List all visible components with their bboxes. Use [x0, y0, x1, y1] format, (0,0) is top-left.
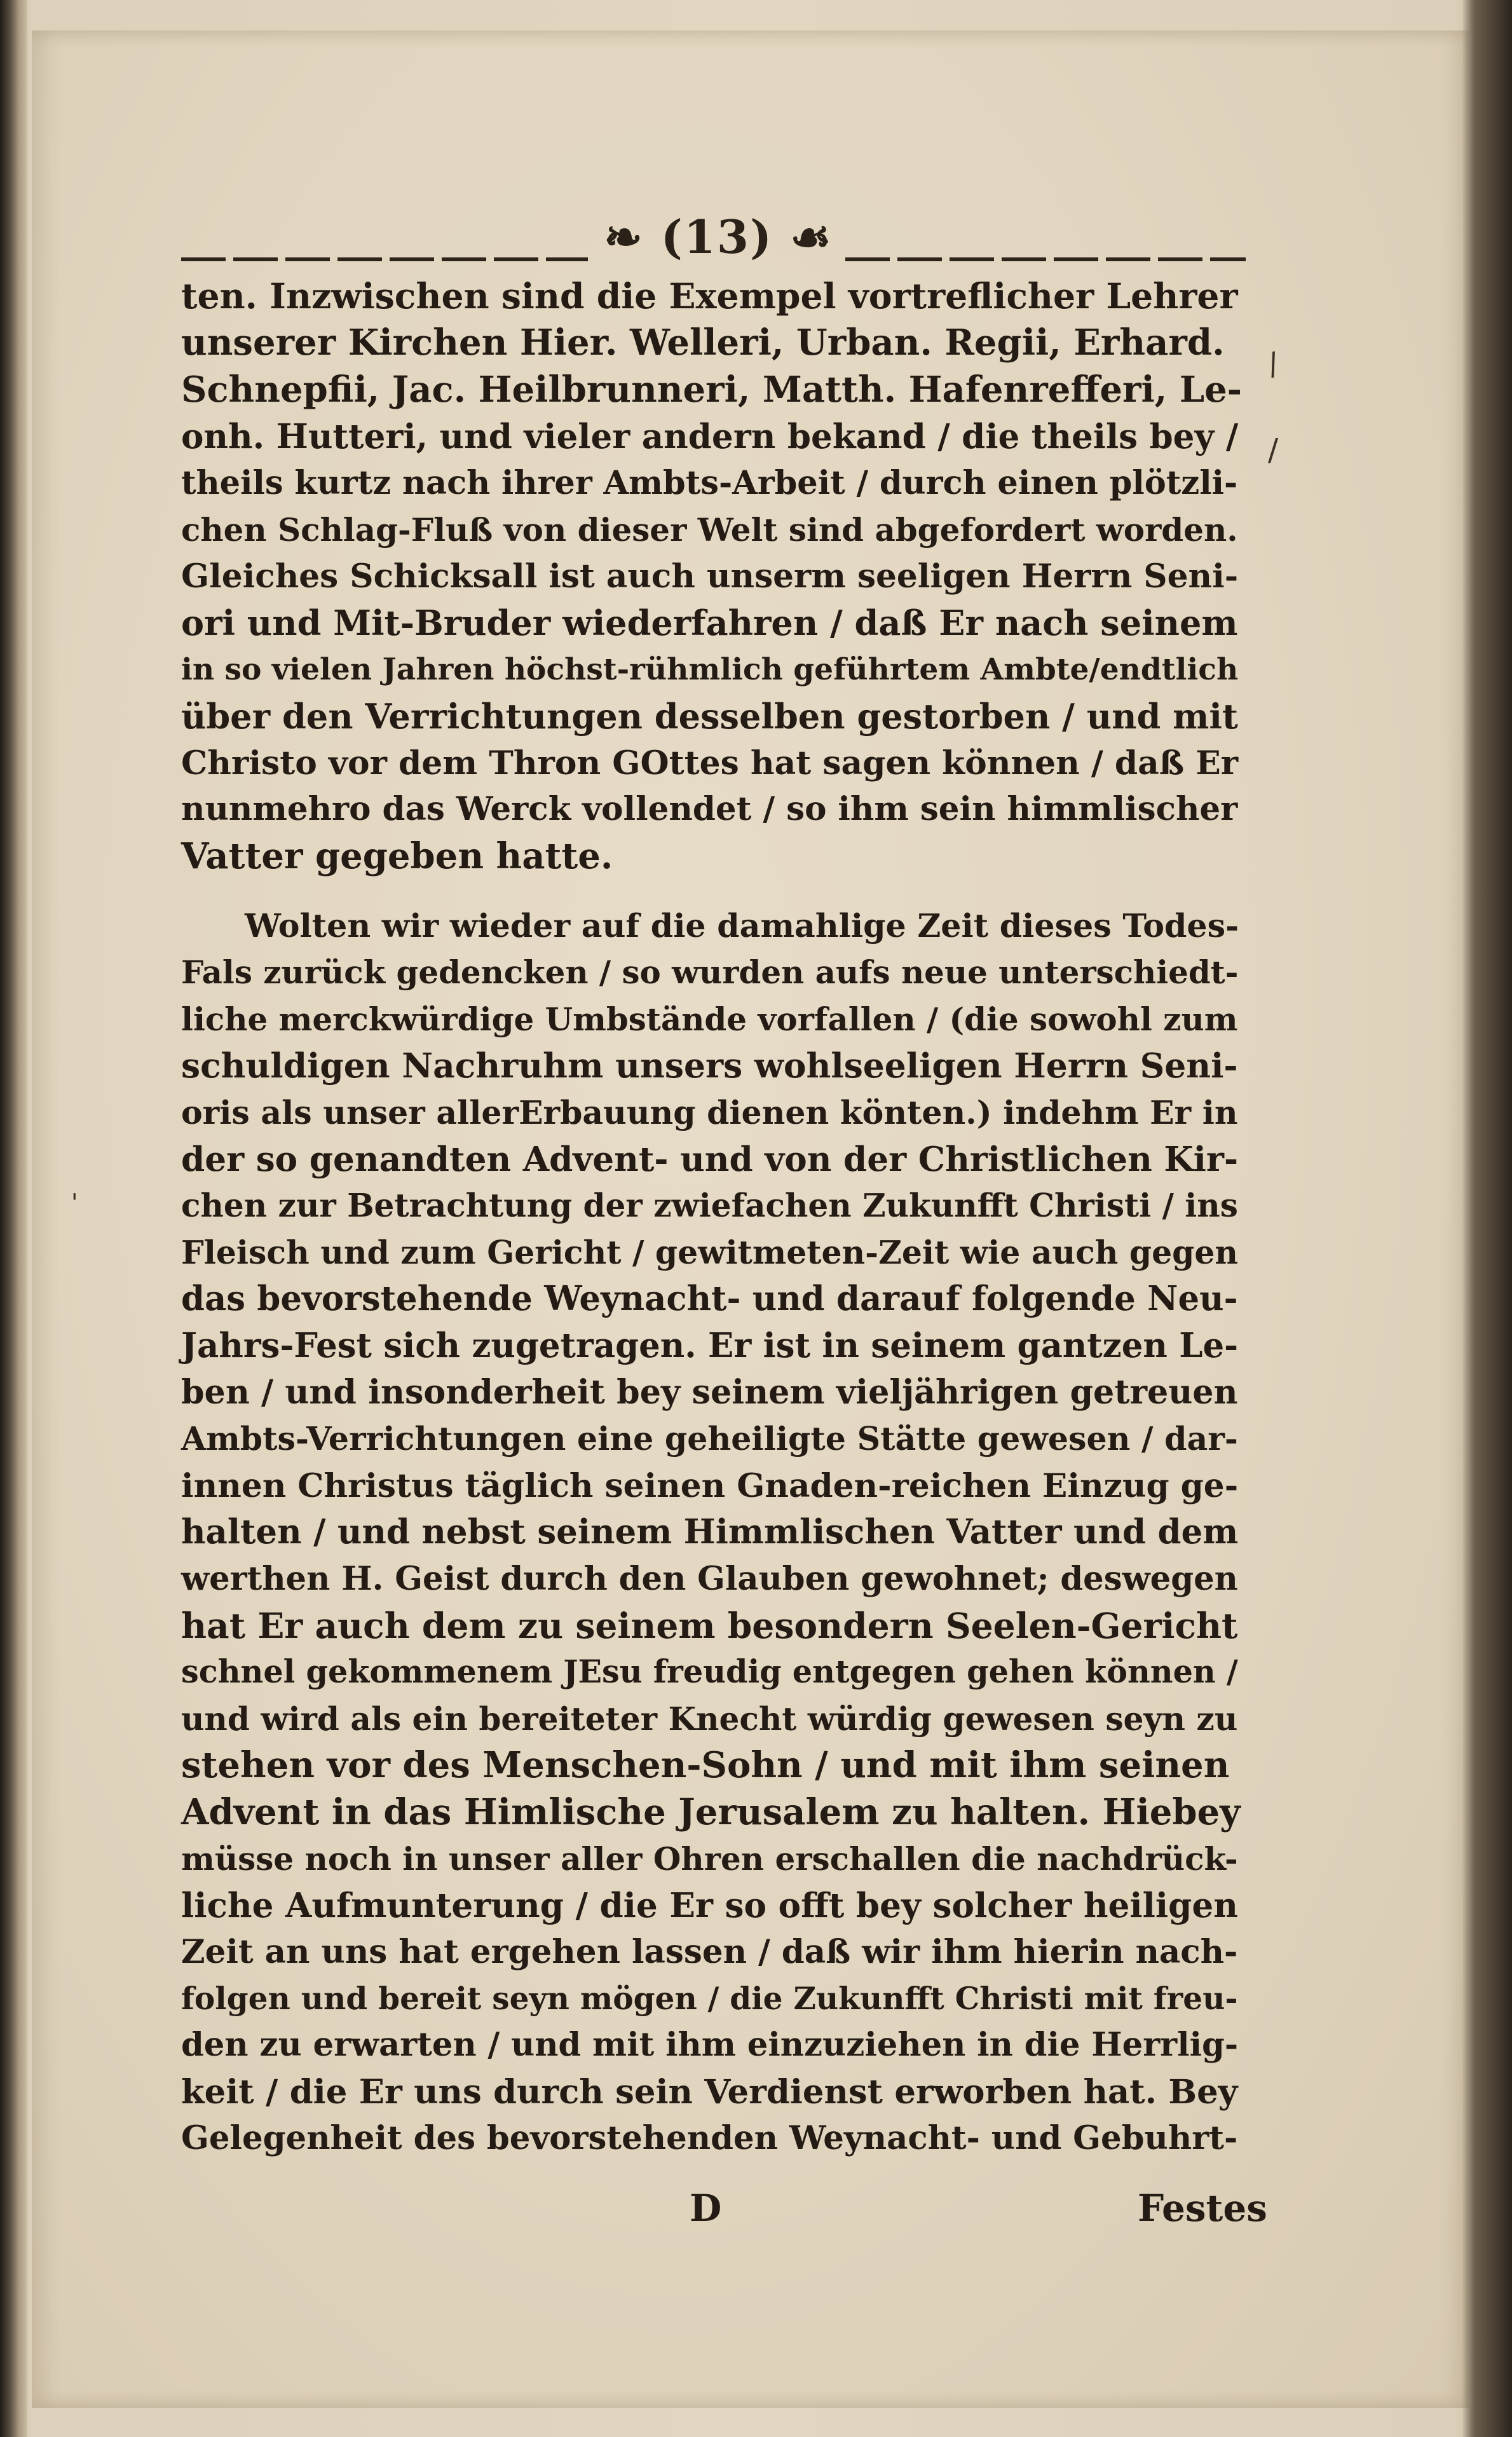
text-line: in so vielen Jahren höchst-rühmlich geführtem Ambte/endtlich — [181, 652, 1239, 688]
text-line: stehen vor des Menschen-Sohn / und mit ihm seinen — [181, 1744, 1230, 1787]
text-line: Gelegenheit des bevorstehenden Weynacht- und Gebuhrt- — [181, 2119, 1238, 2158]
ornament-left-icon: ❧ — [604, 210, 661, 264]
text-line: werthen H. Geist durch den Glauben gewohnet; deswegen — [181, 1559, 1238, 1598]
signature-mark: D — [690, 2187, 722, 2230]
text-line: Christo vor dem Thron GOttes hat sagen können / daß Er — [181, 743, 1239, 782]
text-line: ten. Inzwischen sind die Exempel vortreflicher Lehrer — [181, 276, 1238, 317]
text-line: müsse noch in unser aller Ohren erschallen die nachdrück- — [181, 1840, 1238, 1878]
catchword: Festes — [1138, 2187, 1267, 2230]
text-line: oris als unser allerErbauung dienen könten.) indehm Er in — [181, 1093, 1238, 1131]
text-line: innen Christus täglich seinen Gnaden-reichen Einzug ge- — [181, 1466, 1239, 1505]
text-line: schnel gekommenem JEsu freudig entgegen gehen können / — [181, 1653, 1238, 1691]
text-line: folgen und bereit seyn mögen / die Zukunfft Christi mit freu- — [181, 1981, 1238, 2017]
body-text — [181, 273, 1249, 2162]
text-line: keit / die Er uns durch sein Verdienst erworben hat. Bey — [181, 2072, 1238, 2112]
text-line: Jahrs-Fest sich zugetragen. Er ist in seinem gantzen Le- — [181, 1325, 1239, 1365]
page-edge-shadow — [1462, 0, 1512, 2437]
text-line: unserer Kirchen Hier. Welleri, Urban. Regii, Erhard. — [181, 322, 1225, 364]
paragraph-gap — [181, 880, 1249, 903]
text-line: der so genandten Advent- und von der Christlichen Kir- — [181, 1139, 1239, 1180]
text-line: und wird als ein bereiteter Knecht würdig gewesen seyn zu — [181, 1700, 1238, 1738]
page-number — [540, 210, 896, 264]
ornament-right-icon: ☙ — [773, 210, 833, 264]
text-line: Schnepfii, Jac. Heilbrunneri, Matth. Hafenrefferi, Le- — [181, 368, 1242, 411]
text-line: schuldigen Nachruhm unsers wohlseeligen Herrn Seni- — [181, 1046, 1238, 1086]
text-line: nunmehro das Werck vollendet / so ihm sein himmlischer — [181, 790, 1238, 829]
header-rule-left — [181, 257, 588, 261]
text-line: Gleiches Schicksall ist auch unserm seeligen Herrn Seni- — [181, 557, 1239, 596]
text-line: Fals zurück gedencken / so wurden aufs neue unterschiedt- — [181, 953, 1239, 992]
text-line: ori und Mit-Bruder wiederfahren / daß Er nach seinem — [181, 602, 1238, 643]
text-line: onh. Hutteri, und vieler andern bekand / die theils bey / — [181, 416, 1239, 457]
text-line: das bevorstehende Weynacht- und darauf folgende Neu- — [181, 1279, 1238, 1319]
text-line: ben / und insonderheit bey seinem vieljährigen getreuen — [181, 1372, 1238, 1412]
text-line: liche merckwürdige Umbstände vorfallen / (die sowohl zum — [181, 1000, 1238, 1038]
text-line: halten / und nebst seinem Himmlischen Vatter und dem — [181, 1512, 1239, 1552]
text-line: liche Aufmunterung / die Er so offt bey solcher heiligen — [181, 1885, 1238, 1926]
text-line: Vatter gegeben hatte. — [181, 835, 613, 877]
text-line: theils kurtz nach ihrer Ambts-Arbeit / durch einen plötzli- — [181, 463, 1238, 502]
text-line: chen zur Betrachtung der zwiefachen Zukunfft Christi / ins — [181, 1187, 1238, 1225]
text-line: Ambts-Verrichtungen eine geheiligte Stätte gewesen / dar- — [181, 1419, 1238, 1458]
header-rule-right — [845, 257, 1246, 261]
text-line: Wolten wir wieder auf die damahlige Zeit dieses Todes- — [245, 906, 1239, 945]
text-line: chen Schlag-Fluß von dieser Welt sind abgefordert worden. — [181, 510, 1238, 549]
text-line: Zeit an uns hat ergehen lassen / daß wir ihm hierin nach- — [181, 1932, 1238, 1971]
margin-mark: / — [1263, 345, 1283, 383]
text-line: Fleisch und zum Gericht / gewitmeten-Zeit wie auch gegen — [181, 1233, 1239, 1271]
page-number-text: (13) — [660, 210, 773, 264]
text-line: Advent in das Himlische Jerusalem zu halten. Hiebey — [181, 1791, 1241, 1833]
text-line: den zu erwarten / und mit ihm einzuziehen in die Herrlig- — [181, 2026, 1239, 2065]
margin-mark: ' — [71, 1189, 78, 1217]
facing-page-edge — [0, 0, 27, 2437]
text-line: hat Er auch dem zu seinem besondern Seelen-Gericht — [181, 1604, 1238, 1646]
text-line: über den Verrichtungen desselben gestorben / und mit — [181, 695, 1238, 737]
margin-mark: / — [1268, 432, 1279, 468]
